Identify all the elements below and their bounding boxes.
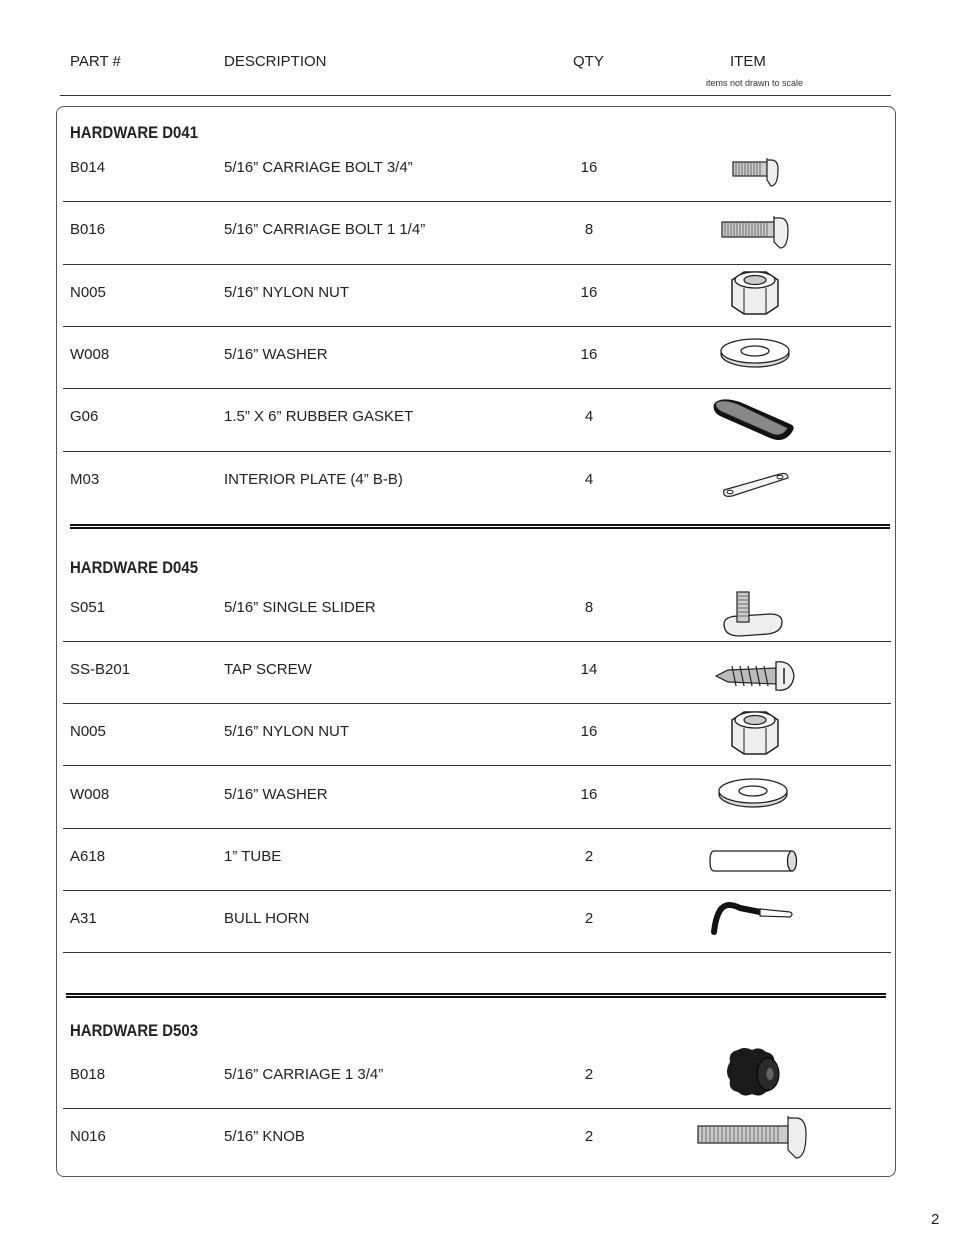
part-number: N005 xyxy=(70,723,106,740)
knob-icon xyxy=(722,1044,784,1102)
column-header-item: ITEM xyxy=(730,53,766,70)
row-divider xyxy=(63,703,891,704)
bull-horn-icon xyxy=(708,898,798,938)
part-qty: 8 xyxy=(584,599,594,616)
part-description: 1” TUBE xyxy=(224,848,282,865)
part-description: INTERIOR PLATE (4” B-B) xyxy=(224,471,403,488)
section-divider xyxy=(66,993,886,998)
header-divider xyxy=(60,95,891,96)
tap-screw-icon xyxy=(712,656,798,694)
row-divider xyxy=(63,828,891,829)
row-divider xyxy=(63,641,891,642)
part-qty: 2 xyxy=(584,848,594,865)
section-title-d045: HARDWARE D045 xyxy=(70,558,199,577)
part-number: W008 xyxy=(70,786,110,803)
part-number: G06 xyxy=(70,408,99,425)
part-number: W008 xyxy=(70,346,110,363)
part-description: 5/16” CARRIAGE BOLT 3/4” xyxy=(224,159,413,176)
part-description: BULL HORN xyxy=(224,910,310,927)
nylon-nut-icon xyxy=(724,268,786,318)
page-number: 2 xyxy=(931,1211,940,1228)
part-description: 5/16” CARRIAGE BOLT 1 1/4” xyxy=(224,221,426,238)
column-header-qty: QTY xyxy=(573,53,604,70)
part-number: N016 xyxy=(70,1128,106,1145)
tube-icon xyxy=(708,848,800,874)
scale-note: items not drawn to scale xyxy=(706,78,804,88)
part-number: B018 xyxy=(70,1066,106,1083)
part-qty: 16 xyxy=(580,346,598,363)
carriage-bolt-icon xyxy=(720,210,790,250)
part-qty: 16 xyxy=(580,284,598,301)
row-divider xyxy=(63,765,891,766)
row-divider xyxy=(63,201,891,202)
part-description: 5/16” SINGLE SLIDER xyxy=(224,599,376,616)
part-qty: 14 xyxy=(580,661,598,678)
interior-plate-icon xyxy=(718,470,792,500)
section-title-d503: HARDWARE D503 xyxy=(70,1021,199,1040)
part-number: N005 xyxy=(70,284,106,301)
part-qty: 4 xyxy=(584,471,594,488)
part-description: TAP SCREW xyxy=(224,661,312,678)
part-description: 5/16” NYLON NUT xyxy=(224,723,350,740)
part-number: SS-B201 xyxy=(70,661,131,678)
row-divider xyxy=(63,264,891,265)
washer-icon xyxy=(716,776,790,810)
part-qty: 16 xyxy=(580,786,598,803)
part-number: B016 xyxy=(70,221,106,238)
part-description: 5/16” NYLON NUT xyxy=(224,284,350,301)
part-qty: 16 xyxy=(580,159,598,176)
section-title-d041: HARDWARE D041 xyxy=(70,123,199,142)
row-divider xyxy=(63,952,891,953)
part-number: A31 xyxy=(70,910,97,927)
part-number: A618 xyxy=(70,848,106,865)
row-divider xyxy=(63,326,891,327)
part-qty: 2 xyxy=(584,910,594,927)
column-header-part: PART # xyxy=(70,53,121,70)
column-header-description: DESCRIPTION xyxy=(224,53,327,70)
row-divider xyxy=(63,451,891,452)
rubber-gasket-icon xyxy=(710,396,802,444)
row-divider xyxy=(63,388,891,389)
part-qty: 2 xyxy=(584,1128,594,1145)
long-carriage-bolt-icon xyxy=(696,1110,810,1160)
section-divider xyxy=(70,524,890,529)
part-qty: 2 xyxy=(584,1066,594,1083)
part-description: 1.5” X 6” RUBBER GASKET xyxy=(224,408,414,425)
part-description: 5/16” WASHER xyxy=(224,786,328,803)
part-number: M03 xyxy=(70,471,100,488)
part-qty: 16 xyxy=(580,723,598,740)
part-number: S051 xyxy=(70,599,106,616)
part-description: 5/16” WASHER xyxy=(224,346,328,363)
part-qty: 8 xyxy=(584,221,594,238)
row-divider xyxy=(63,1108,891,1109)
part-number: B014 xyxy=(70,159,106,176)
row-divider xyxy=(63,890,891,891)
washer-icon xyxy=(718,336,792,370)
part-description: 5/16” KNOB xyxy=(224,1128,305,1145)
part-qty: 4 xyxy=(584,408,594,425)
carriage-bolt-short-icon xyxy=(730,150,782,190)
nylon-nut-icon xyxy=(724,708,786,758)
single-slider-icon xyxy=(720,586,786,640)
part-description: 5/16” CARRIAGE 1 3/4” xyxy=(224,1066,384,1083)
